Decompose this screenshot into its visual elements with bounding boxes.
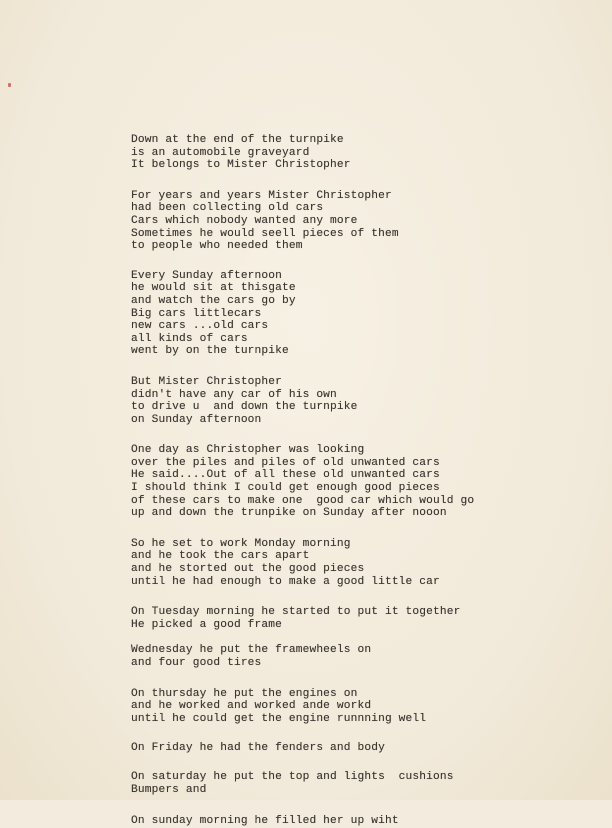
poem-line: But Mister Christopher bbox=[131, 375, 282, 388]
poem-line: of these cars to make one good car which would go bbox=[131, 494, 475, 507]
poem-line: Down at the end of the turnpike bbox=[131, 134, 344, 146]
poem-line: On Friday he had the fenders and body bbox=[131, 742, 385, 755]
poem-line: Cars which nobody wanted any more bbox=[131, 214, 358, 227]
stanza-gap bbox=[131, 588, 601, 606]
poem-line: until he had enough to make a good little car bbox=[131, 575, 440, 588]
stanza bbox=[131, 815, 601, 828]
poem-line: new cars ...old cars bbox=[131, 320, 269, 333]
poem-line: to people who needed them bbox=[131, 240, 303, 253]
poem-line: He picked a good frame bbox=[131, 618, 282, 631]
stanza bbox=[131, 444, 601, 520]
stanza-gap bbox=[131, 520, 601, 538]
stanza bbox=[131, 644, 601, 669]
stanza bbox=[131, 606, 601, 631]
poem-line: and he worked and worked ande workd bbox=[131, 700, 372, 713]
stanza bbox=[131, 771, 601, 796]
stanza bbox=[131, 688, 601, 726]
poem-line: up and down the trunpike on Sunday after nooon bbox=[131, 507, 447, 520]
stanza bbox=[131, 270, 601, 358]
poem-line: On sunday morning he filled her up wiht bbox=[131, 815, 399, 828]
poem-line: and four good tires bbox=[131, 657, 262, 669]
poem-line: had been collecting old cars bbox=[131, 202, 324, 215]
stanza-gap bbox=[131, 755, 601, 771]
stanza-gap bbox=[131, 670, 601, 688]
poem-line: over the piles and piles of old unwanted cars bbox=[131, 456, 440, 469]
poem-line: all kinds of cars bbox=[131, 332, 248, 345]
poem-line: to drive u and down the turnpike bbox=[131, 401, 358, 414]
margin-mark bbox=[8, 83, 11, 87]
stanza bbox=[131, 134, 601, 172]
poem-line: He said....Out of all these old unwanted cars bbox=[131, 469, 440, 482]
poem-line: and he took the cars apart bbox=[131, 550, 310, 563]
stanza bbox=[131, 376, 601, 426]
stanza-gap bbox=[131, 725, 601, 742]
poem-line: on Sunday afternoon bbox=[131, 413, 262, 426]
poem-line: One day as Christopher was looking bbox=[131, 444, 365, 457]
typed-poem bbox=[131, 134, 601, 828]
stanza-gap bbox=[131, 426, 601, 444]
poem-line: It belongs to Mister Christopher bbox=[131, 159, 351, 172]
poem-line: and watch the cars go by bbox=[131, 294, 296, 307]
stanza bbox=[131, 190, 601, 253]
stanza-gap bbox=[131, 631, 601, 644]
poem-line: didn't have any car of his own bbox=[131, 388, 337, 401]
poem-line: Wednesday he put the framewheels on bbox=[131, 644, 372, 657]
poem-line: Every Sunday afternoon bbox=[131, 269, 282, 282]
stanza bbox=[131, 742, 601, 755]
stanza-gap bbox=[131, 358, 601, 376]
poem-line: Big cars littlecars bbox=[131, 307, 262, 320]
poem-line: until he could get the engine runnning well bbox=[131, 712, 427, 725]
poem-line: On thursday he put the engines on bbox=[131, 687, 358, 700]
stanza-gap bbox=[131, 172, 601, 190]
poem-line: So he set to work Monday morning bbox=[131, 537, 351, 550]
poem-line: For years and years Mister Christopher bbox=[131, 189, 392, 202]
poem-line: and he storted out the good pieces bbox=[131, 563, 365, 576]
stanza-gap bbox=[131, 796, 601, 815]
poem-line: he would sit at thisgate bbox=[131, 282, 296, 295]
poem-line: On saturday he put the top and lights cushions bbox=[131, 770, 454, 783]
poem-line: Sometimes he would seell pieces of them bbox=[131, 227, 399, 240]
poem-line: On Tuesday morning he started to put it together bbox=[131, 606, 461, 619]
poem-line: went by on the turnpike bbox=[131, 345, 289, 358]
poem-line: Bumpers and bbox=[131, 783, 207, 796]
poem-line: I should think I could get enough good pieces bbox=[131, 482, 440, 495]
stanza-gap bbox=[131, 253, 601, 270]
stanza bbox=[131, 538, 601, 588]
poem-line: is an automobile graveyard bbox=[131, 146, 310, 159]
